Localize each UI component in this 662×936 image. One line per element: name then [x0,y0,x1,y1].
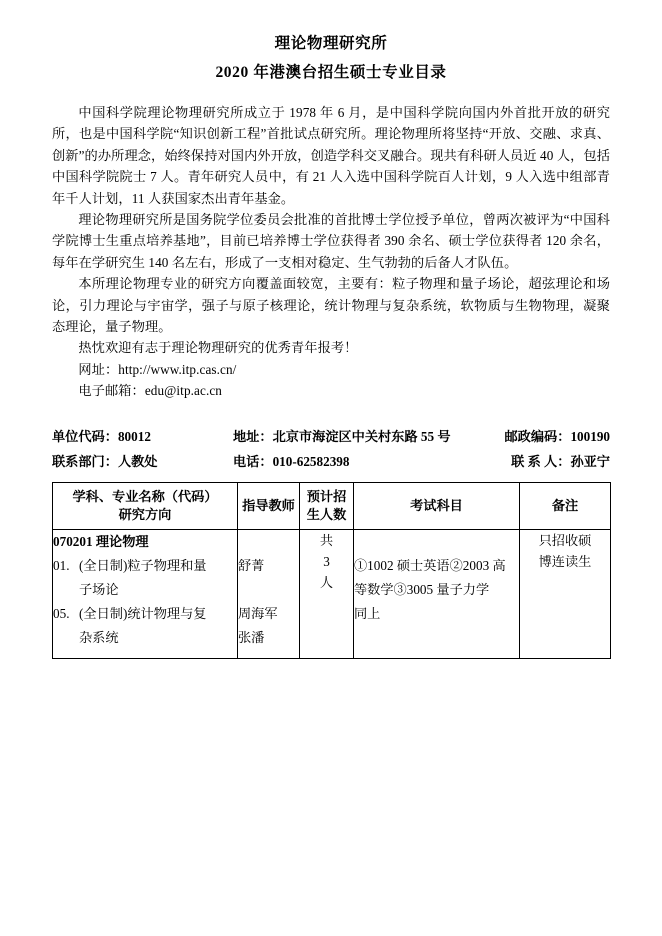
website-label: 网址： [78,361,119,377]
page-subtitle: 2020 年港澳台招生硕士专业目录 [215,64,447,81]
header-quota-line2: 生人数 [306,506,347,522]
quota-char-1: 共 [319,532,334,548]
exam-spacer [354,530,519,554]
postcode-label: 邮政编码： [504,428,571,444]
phone-label: 电话： [233,453,273,469]
header-advisor: 指导教师 [238,482,300,529]
department-value: 人教处 [117,453,158,469]
note-line-1: 只招收硕 [538,532,592,548]
department-label: 联系部门： [52,453,118,469]
catalog-table [52,482,611,659]
contact-block [52,424,610,474]
paragraph-degree-authority: 理论物理研究所是国务院学位委员会批准的首批博士学位授予单位，曾两次被评为“中国科学院博士生重点培养基地”，目前已培养博士学位获得者 390 余名、硕士学位获得者 120 余名，每年在学研究生 140 名左右，形成了一支相对稳定、生气勃勃的后备人才队伍。 [52,212,610,270]
body-block [52,102,610,402]
unit-code-field [52,424,151,449]
advisor-name-1: 舒菁 [238,557,265,573]
department-field [52,449,158,474]
exam-line-3: 同上 [354,605,381,621]
address-label: 地址： [233,428,273,444]
title-block [52,0,610,85]
website-line [52,359,610,380]
website-value[interactable]: http://www.itp.cas.cn/ [118,361,237,377]
catalog-table-wrap [52,482,610,659]
postcode-value: 100190 [570,428,610,444]
header-major-line2: 研究方向 [118,506,172,522]
table-header-row [53,482,611,529]
header-quota [300,482,354,529]
contact-person-label: 联 系 人： [511,453,571,469]
cell-note [520,529,611,658]
cell-exam-subjects [354,529,520,658]
paragraph-institute-overview: 中国科学院理论物理研究所成立于 1978 年 6 月，是中国科学院向国内外首批开放的研究所，也是中国科学院“知识创新工程”首批试点研究所。理论物理所将坚持“开放、交融、求真、创新”的办所理念，始终保持对国内外开放，创造学科交叉融合。现共有科研人员近 40 人，包括中国科学院院士 7 人。青年研究人员中，有 21 人入选中国科学院百人计划，9 人入选中组部青年千人计划，11 人获国家杰出青年基金。 [52,105,610,206]
unit-code-value: 80012 [117,428,151,444]
contact-row-1 [52,424,610,449]
exam-line-1: ①1002 硕士英语②2003 高 [354,557,506,573]
header-major-line1: 学科、专业名称（代码） [72,488,218,504]
advisor-name-2: 周海军 [238,605,278,621]
paragraph-welcome: 热忱欢迎有志于理论物理研究的优秀青年报考！ [78,340,358,356]
header-quota-line1: 预计招 [306,488,347,504]
page-title: 理论物理研究所 [274,35,388,52]
direction-item-2 [53,602,237,626]
contact-row-2 [52,449,610,474]
advisor-name-3: 张潘 [238,629,265,645]
cell-quota [300,529,354,658]
direction-number-2: 05. [53,605,70,621]
quota-char-3: 人 [319,574,334,590]
address-field [233,424,451,449]
exam-line-2: 等数学③3005 量子力学 [354,581,490,597]
quota-char-2: 3 [323,553,330,569]
postcode-field [505,424,611,449]
phone-field [233,449,350,474]
direction-text-2-cont: 杂系统 [79,629,119,645]
table-row [53,529,611,658]
email-value[interactable]: edu@itp.ac.cn [144,383,222,399]
header-major [53,482,238,529]
direction-item-1 [53,554,237,578]
address-value: 北京市海淀区中关村东路 55 号 [272,428,451,444]
contact-person-field [511,449,610,474]
advisor-spacer [238,530,299,554]
major-code: 070201 理论物理 [53,533,149,549]
note-line-2: 博连读生 [538,553,592,569]
direction-text-2: (全日制)统计物理与复 [79,605,207,621]
contact-person-value: 孙亚宁 [570,453,610,469]
cell-major-directions [53,529,238,658]
paragraph-research-areas: 本所理论物理专业的研究方向覆盖面较宽，主要有：粒子物理和量子场论，超弦理论和场论，引力理论与宇宙学，强子与原子核理论，统计物理与复杂系统，软物质与生物物理，凝聚态理论，量子物理。 [52,276,610,335]
header-exam: 考试科目 [354,482,520,529]
email-line [52,380,610,401]
phone-value: 010-62582398 [272,453,350,469]
advisor-spacer-2 [238,578,299,602]
email-label: 电子邮箱： [78,383,145,399]
direction-text-1-cont: 子场论 [79,581,119,597]
unit-code-label: 单位代码： [52,428,118,444]
direction-text-1: (全日制)粒子物理和量 [79,557,207,573]
header-note: 备注 [520,482,611,529]
cell-advisors [238,529,300,658]
direction-number-1: 01. [53,557,70,573]
